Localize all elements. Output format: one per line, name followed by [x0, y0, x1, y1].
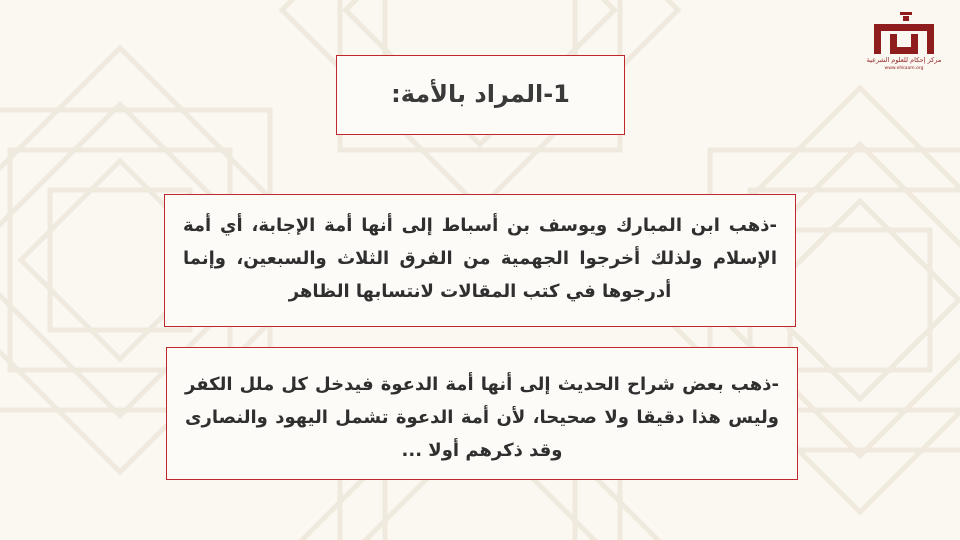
logo-mark-icon [872, 10, 936, 56]
paragraph-line: الإسلام ولذلك أخرجوا الجهمية من الفرق الثلاث والسبعين، وإنما [183, 248, 777, 269]
logo [866, 10, 942, 74]
paragraph-line: أدرجوها في كتب المقالات لانتسابها الظاهر [288, 281, 672, 302]
slide-title: 1-المراد بالأمة: [391, 80, 570, 108]
paragraph-line: -ذهب ابن المبارك ويوسف بن أسباط إلى أنها أمة الإجابة، أي أمة [183, 215, 777, 236]
paragraph-2 [185, 368, 779, 467]
paragraph-1 [183, 209, 777, 308]
title-box [336, 55, 625, 135]
paragraph-line: وليس هذا دقيقا ولا صحيحا، لأن أمة الدعوة تشمل اليهود والنصارى [185, 407, 779, 428]
paragraph-box-1 [164, 194, 796, 327]
paragraph-line: وقد ذكرهم أولا ... [401, 440, 563, 461]
logo-url: www.ehkaam.org [884, 66, 924, 71]
logo-subtitle: مركز إحكام للعلوم الشرعية [866, 56, 942, 64]
paragraph-line: -ذهب بعض شراح الحديث إلى أنها أمة الدعوة فيدخل كل ملل الكفر [185, 374, 779, 395]
paragraph-box-2 [166, 347, 798, 480]
